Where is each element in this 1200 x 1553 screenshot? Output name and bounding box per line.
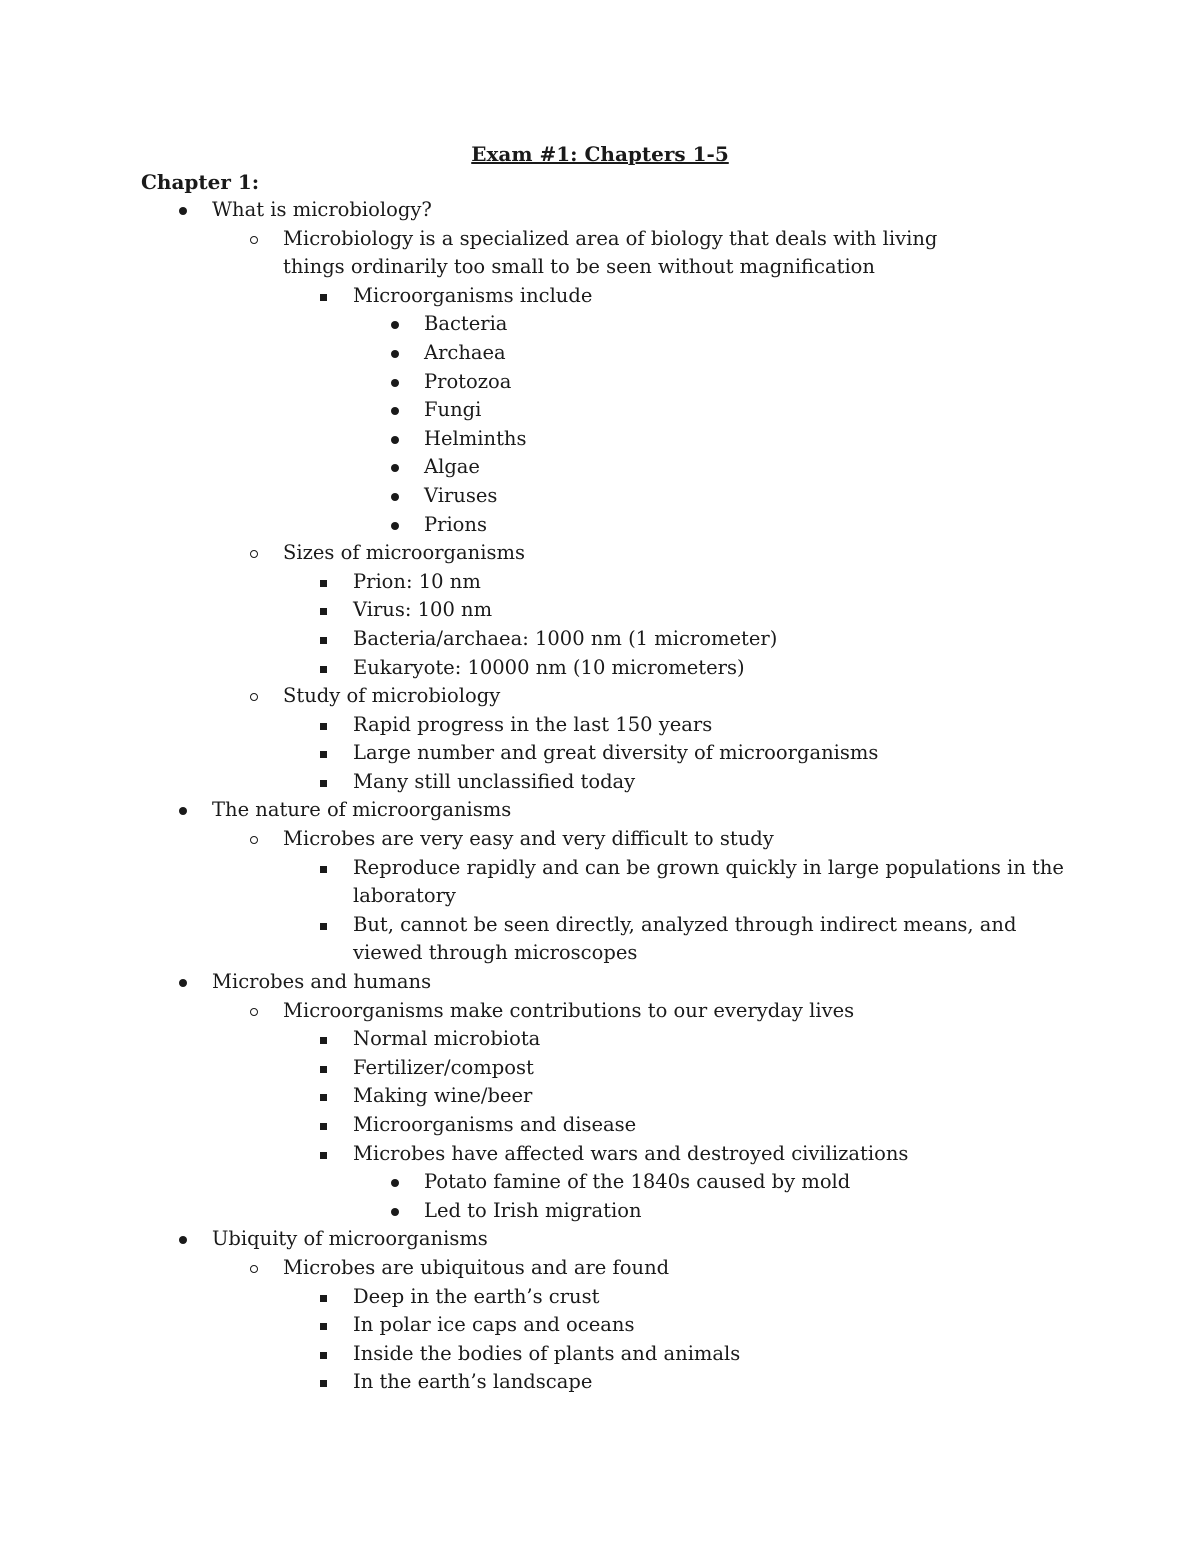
outline-item-text: Prions bbox=[424, 512, 487, 536]
outline-item-level-2 bbox=[0, 997, 1200, 1026]
outline-item-text: The nature of microorganisms bbox=[212, 798, 512, 822]
outline-item-text: Microorganisms include bbox=[353, 283, 593, 307]
bullet-square-icon bbox=[315, 1283, 335, 1312]
outline-item-level-4 bbox=[0, 310, 1200, 339]
bullet-dot-icon bbox=[386, 310, 406, 339]
outline-item-level-4 bbox=[0, 1197, 1200, 1226]
outline-item-level-4 bbox=[0, 396, 1200, 425]
outline-item-text: Fungi bbox=[424, 398, 482, 422]
bullet-dot-icon bbox=[174, 1225, 194, 1254]
outline-item-text: In polar ice caps and oceans bbox=[353, 1313, 635, 1337]
bullet-dot-icon bbox=[174, 796, 194, 825]
outline-item-text: Helminths bbox=[424, 426, 527, 450]
outline-item-text: Microorganisms make contributions to our everyday lives bbox=[283, 998, 855, 1022]
bullet-dot-icon bbox=[386, 396, 406, 425]
bullet-square-icon bbox=[315, 1054, 335, 1083]
outline-item-level-2 bbox=[0, 825, 1200, 854]
outline-item-level-2 bbox=[0, 539, 1200, 568]
outline-item-text: Microbes are ubiquitous and are found bbox=[283, 1255, 670, 1279]
bullet-circle-icon bbox=[245, 539, 265, 568]
outline-item-text: Deep in the earth’s crust bbox=[353, 1284, 600, 1308]
outline-item-level-4 bbox=[0, 339, 1200, 368]
bullet-square-icon bbox=[315, 911, 335, 940]
outline-item-text: Archaea bbox=[424, 340, 506, 364]
outline-item-level-3 bbox=[0, 654, 1200, 683]
bullet-square-icon bbox=[315, 1311, 335, 1340]
outline-item-level-3 bbox=[0, 1025, 1200, 1054]
outline-item-text: Many still unclassified today bbox=[353, 769, 636, 793]
outline-item-level-3 bbox=[0, 282, 1200, 311]
outline-item-text: Normal microbiota bbox=[353, 1027, 541, 1051]
outline-item-level-3 bbox=[0, 1140, 1200, 1169]
bullet-square-icon bbox=[315, 711, 335, 740]
outline-item-level-4 bbox=[0, 425, 1200, 454]
outline-item-text: But, cannot be seen directly, analyzed through indirect means, and viewed through microscopes bbox=[353, 912, 1017, 965]
outline-item-text: Making wine/beer bbox=[353, 1084, 533, 1108]
bullet-square-icon bbox=[315, 625, 335, 654]
bullet-circle-icon bbox=[245, 825, 265, 854]
bullet-dot-icon bbox=[386, 453, 406, 482]
chapter-heading: Chapter 1: bbox=[141, 170, 260, 194]
outline-item-text: Rapid progress in the last 150 years bbox=[353, 712, 713, 736]
outline-item-text: Eukaryote: 10000 nm (10 micrometers) bbox=[353, 655, 745, 679]
outline-item-level-4 bbox=[0, 368, 1200, 397]
outline-item-text: Virus: 100 nm bbox=[353, 598, 493, 622]
outline-item-text: Led to Irish migration bbox=[424, 1198, 642, 1222]
outline-item-level-2 bbox=[0, 1254, 1200, 1283]
bullet-dot-icon bbox=[386, 1168, 406, 1197]
outline-item-text: Protozoa bbox=[424, 369, 512, 393]
outline-item-level-2 bbox=[0, 225, 1200, 282]
bullet-circle-icon bbox=[245, 997, 265, 1026]
outline-item-text: Viruses bbox=[424, 483, 498, 507]
outline-item-text: Fertilizer/compost bbox=[353, 1055, 534, 1079]
outline-item-level-3 bbox=[0, 739, 1200, 768]
outline-item-text: Algae bbox=[424, 455, 480, 479]
outline-item-level-4 bbox=[0, 482, 1200, 511]
outline-item-level-3 bbox=[0, 854, 1200, 911]
outline-item-text: Bacteria/archaea: 1000 nm (1 micrometer) bbox=[353, 626, 778, 650]
outline-item-text: Prion: 10 nm bbox=[353, 569, 481, 593]
outline-item-text: Potato famine of the 1840s caused by mold bbox=[424, 1170, 851, 1194]
bullet-square-icon bbox=[315, 768, 335, 797]
bullet-square-icon bbox=[315, 654, 335, 683]
outline-item-text: Reproduce rapidly and can be grown quickly in large populations in the laboratory bbox=[353, 855, 1064, 908]
outline-item-level-2 bbox=[0, 682, 1200, 711]
outline-item-level-3 bbox=[0, 711, 1200, 740]
outline-item-level-3 bbox=[0, 768, 1200, 797]
outline-item-text: In the earth’s landscape bbox=[353, 1370, 593, 1394]
outline-item-level-3 bbox=[0, 1283, 1200, 1312]
outline-item-text: Microbiology is a specialized area of biology that deals with living things ordinarily too small to be seen without magnification bbox=[283, 226, 938, 279]
bullet-square-icon bbox=[315, 1111, 335, 1140]
outline-item-text: Study of microbiology bbox=[283, 684, 501, 708]
outline-item-text: Ubiquity of microorganisms bbox=[212, 1227, 488, 1251]
outline-item-level-4 bbox=[0, 1168, 1200, 1197]
bullet-dot-icon bbox=[386, 511, 406, 540]
outline-item-level-3 bbox=[0, 1111, 1200, 1140]
outline-item-level-4 bbox=[0, 511, 1200, 540]
bullet-dot-icon bbox=[386, 1197, 406, 1226]
bullet-square-icon bbox=[315, 1368, 335, 1397]
document-title: Exam #1: Chapters 1-5 bbox=[471, 142, 729, 166]
outline-item-text: Sizes of microorganisms bbox=[283, 541, 525, 565]
outline-item-level-3 bbox=[0, 1082, 1200, 1111]
bullet-square-icon bbox=[315, 1025, 335, 1054]
bullet-circle-icon bbox=[245, 682, 265, 711]
outline-item-text: Large number and great diversity of microorganisms bbox=[353, 741, 879, 765]
bullet-circle-icon bbox=[245, 225, 265, 254]
outline-item-level-3 bbox=[0, 911, 1200, 968]
outline-item-level-3 bbox=[0, 1311, 1200, 1340]
notes-outline bbox=[0, 196, 1200, 1397]
outline-item-text: Microorganisms and disease bbox=[353, 1113, 637, 1136]
outline-item-text: Microbes are very easy and very difficult to study bbox=[283, 827, 774, 851]
outline-item-text: Bacteria bbox=[424, 312, 508, 336]
outline-item-level-1 bbox=[0, 1225, 1200, 1254]
bullet-square-icon bbox=[315, 854, 335, 883]
bullet-square-icon bbox=[315, 1340, 335, 1369]
bullet-dot-icon bbox=[386, 482, 406, 511]
outline-item-level-3 bbox=[0, 568, 1200, 597]
bullet-square-icon bbox=[315, 596, 335, 625]
outline-item-text: What is microbiology? bbox=[212, 198, 432, 221]
outline-item-level-3 bbox=[0, 1340, 1200, 1369]
bullet-square-icon bbox=[315, 568, 335, 597]
outline-item-level-1 bbox=[0, 796, 1200, 825]
bullet-square-icon bbox=[315, 1140, 335, 1169]
bullet-dot-icon bbox=[386, 339, 406, 368]
outline-item-level-1 bbox=[0, 968, 1200, 997]
outline-item-level-3 bbox=[0, 625, 1200, 654]
bullet-dot-icon bbox=[174, 196, 194, 225]
outline-item-level-3 bbox=[0, 596, 1200, 625]
outline-item-text: Microbes have affected wars and destroyed civilizations bbox=[353, 1141, 909, 1165]
outline-item-level-4 bbox=[0, 453, 1200, 482]
bullet-square-icon bbox=[315, 1082, 335, 1111]
bullet-square-icon bbox=[315, 282, 335, 311]
bullet-dot-icon bbox=[386, 368, 406, 397]
outline-item-level-3 bbox=[0, 1368, 1200, 1397]
outline-item-text: Inside the bodies of plants and animals bbox=[353, 1341, 741, 1365]
bullet-dot-icon bbox=[386, 425, 406, 454]
bullet-circle-icon bbox=[245, 1254, 265, 1283]
bullet-dot-icon bbox=[174, 968, 194, 997]
bullet-square-icon bbox=[315, 739, 335, 768]
outline-item-level-3 bbox=[0, 1054, 1200, 1083]
outline-item-level-1 bbox=[0, 196, 1200, 225]
outline-item-text: Microbes and humans bbox=[212, 970, 432, 994]
